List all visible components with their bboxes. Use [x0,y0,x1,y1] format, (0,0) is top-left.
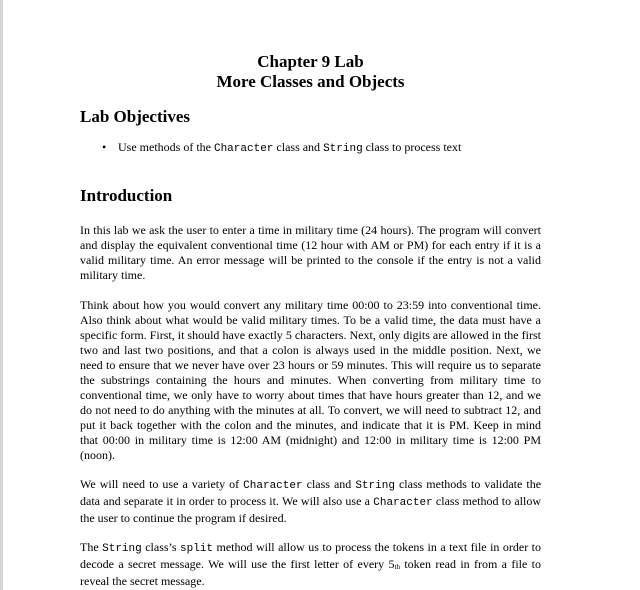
p4-text-a: The [80,540,103,554]
code-character: Character [213,143,274,155]
ordinal-suffix: th [394,563,400,571]
objective-item [80,139,541,157]
p4-text-d: token read in from a file to reveal the secret message. [80,557,542,588]
objective-text-post: class to process text [362,140,462,154]
code-character: Character [373,497,433,509]
document-page [80,52,541,589]
code-split: split [180,543,214,555]
chapter-title [80,52,541,92]
chapter-number: Chapter 9 Lab [257,52,364,71]
intro-paragraph-3 [80,477,541,526]
p4-text-b: class’s [141,540,181,554]
intro-paragraph-4 [80,540,541,589]
objective-text-pre: Use methods of the [118,140,214,154]
objectives-list [80,139,541,157]
chapter-subtitle: More Classes and Objects [216,72,405,91]
lab-objectives-heading: Lab Objectives [80,107,191,126]
p3-text-d: class method to allow the user to continue the program if desired. [80,494,541,525]
p3-text-c: class methods to validate the data and separate it in order to process it. We will also use a [80,477,542,508]
code-string: String [102,543,142,555]
objective-text-mid: class and [273,140,324,154]
introduction-heading: Introduction [80,186,173,205]
intro-paragraph-1: In this lab we ask the user to enter a time in military time (24 hours). The program will convert and display the equivalent conventional time (12 hour with AM or PM) for each entry if it is a valid military time. An error message will be printed to the console if the entry is not a valid military time. [80,223,541,282]
code-character: Character [243,480,303,492]
bullet-icon: • [102,140,107,154]
p4-text-c: method will allow us to process the tokens in a text file in order to decode a secret message. We will use the first letter of every 5 [80,540,541,571]
code-string: String [355,480,395,492]
p3-text-b: class and [302,477,356,491]
page-edge [0,0,3,590]
intro-paragraph-2: Think about how you would convert any military time 00:00 to 23:59 into conventional time. Also think about what would be valid military times. To be a valid time, the data must have a specific form. First, it should have exactly 5 characters. Next, only digits are allowed in the first two and last two positions, and that a colon is always used in the middle position. Next, we need to ensure that we never have over 23 hours or 59 minutes. This will require us to separate the substrings containing the hours and minutes. When converting from military time to conventional time, we only have to worry about times that have hours greater than 12, and we do not need to do anything with the minutes at all. To convert, we will need to subtract 12, and put it back together with the colon and the minutes, and indicate that it is PM. Keep in mind that 00:00 in military time is 12:00 AM (midnight) and 12:00 in military time is 12:00 PM (noon). [80,298,541,462]
code-string: String [323,143,363,155]
p3-text-a: We will need to use a variety of [80,477,244,491]
